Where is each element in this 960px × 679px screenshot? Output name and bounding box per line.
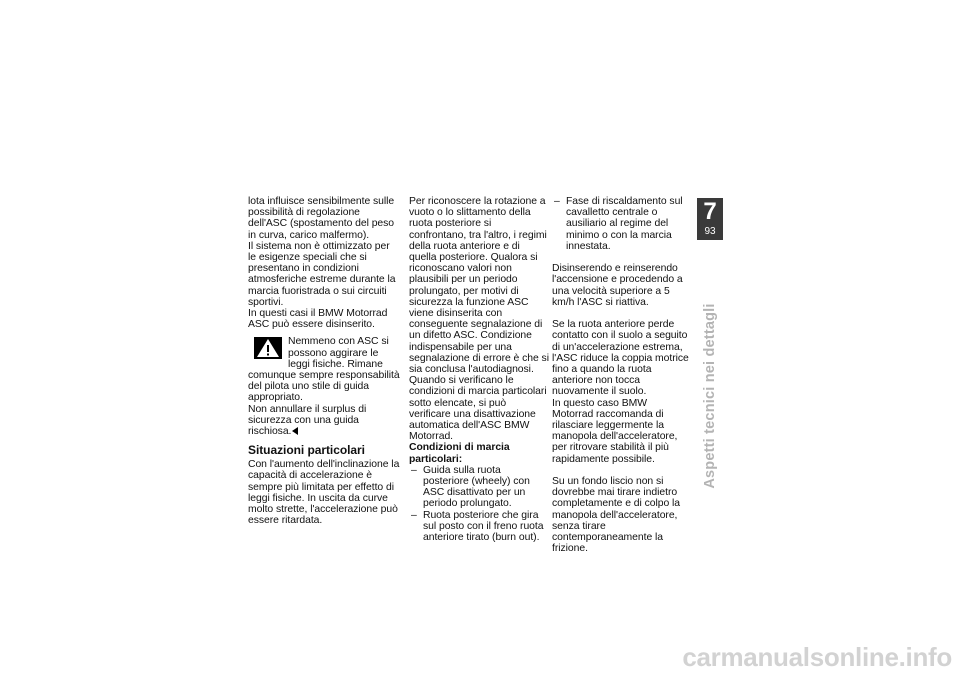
warning-text: Nemmeno con ASC si possono aggirare le leggi fisiche. Rimane comunque sempre responsabilità del pilota uno stile di guida appropriato. — [248, 336, 400, 404]
paragraph: Per riconoscere la rotazione a vuoto o lo slittamento della ruota posteriore si confrontano, tra l'altro, i regimi della ruota anteriore e di quella posteriore. Qualora si riconoscano valori non plausibili per un periodo prolungato, per motivi di sicurezza la funzione ASC viene disinserita con conseguente segnalazione di un difetto ASC. Condizione indispensabile per una segnalazione di errore è che si sia conclusa l'autodiagnosi. — [409, 196, 549, 376]
warning-block — [248, 336, 400, 437]
list-item: – Fase di riscaldamento sul cavalletto centrale o ausiliario al regime del minimo o con la marcia innestata. — [552, 196, 690, 252]
list-item: – Guida sulla ruota posteriore (wheely) con ASC disattivato per un periodo prolungato. — [409, 465, 549, 510]
paragraph: In questi casi il BMW Motorrad ASC può essere disinserito. — [248, 308, 388, 331]
page-number: 93 — [704, 226, 716, 237]
chapter-number: 7 — [703, 198, 717, 225]
section-heading: Situazioni particolari — [248, 443, 365, 458]
text-column-2 — [409, 196, 549, 543]
text-column-1 — [248, 196, 400, 526]
end-marker-icon — [292, 427, 298, 435]
chapter-tab — [697, 198, 723, 240]
paragraph: Disinserendo e reinserendo l'accensione e procedendo a una velocità superiore a 5 km/h l'ASC si riattiva. — [552, 263, 683, 308]
warning-text-2: Non annullare il surplus di sicurezza con una guida rischiosa. — [248, 403, 367, 438]
paragraph: Se la ruota anteriore perde contatto con il suolo a seguito di un'accelerazione estrema, l'ASC riduce la coppia motrice fino a quando la ruota anteriore non tocca nuovamente il suolo. — [552, 319, 689, 398]
paragraph: Con l'aumento dell'inclinazione la capacità di accelerazione è sempre più limitata per effetto di leggi fisiche. In uscita da curve molto strette, l'accelerazione può essere ritardata. — [248, 459, 400, 527]
list-item: – Ruota posteriore che gira sul posto con il freno ruota anteriore tirato (burn out). — [409, 510, 549, 544]
conditions-label: Condizioni di marcia particolari: — [409, 442, 510, 465]
paragraph: Quando si verificano le condizioni di marcia particolari sotto elencate, si può verificare una disattivazione automatica dell'ASC BMW Motorrad. — [409, 375, 547, 443]
paragraph: Il sistema non è ottimizzato per le esigenze speciali che si presentano in condizioni atmosferiche estreme durante la marcia fuoristrada o sui circuiti sportivi. — [248, 240, 396, 308]
warning-icon — [254, 337, 282, 359]
paragraph: In questo caso BMW Motorrad raccomanda di rilasciare leggermente la manopola dell'acceleratore, per ritrovare stabilità il più rapidamente possibile. — [552, 397, 678, 465]
paragraph: Su un fondo liscio non si dovrebbe mai tirare indietro completamente e di colpo la manopola dell'acceleratore, senza tirare contemporaneamente la frizione. — [552, 476, 681, 555]
chapter-title: Aspetti tecnici nei dettagli — [702, 303, 718, 489]
text-column-3 — [552, 196, 690, 554]
paragraph: lota influisce sensibilmente sulle possibilità di regolazione dell'ASC (spostamento del peso in curva, carico malfermo). — [248, 196, 395, 241]
watermark: carmanualsonline.info — [682, 642, 952, 672]
